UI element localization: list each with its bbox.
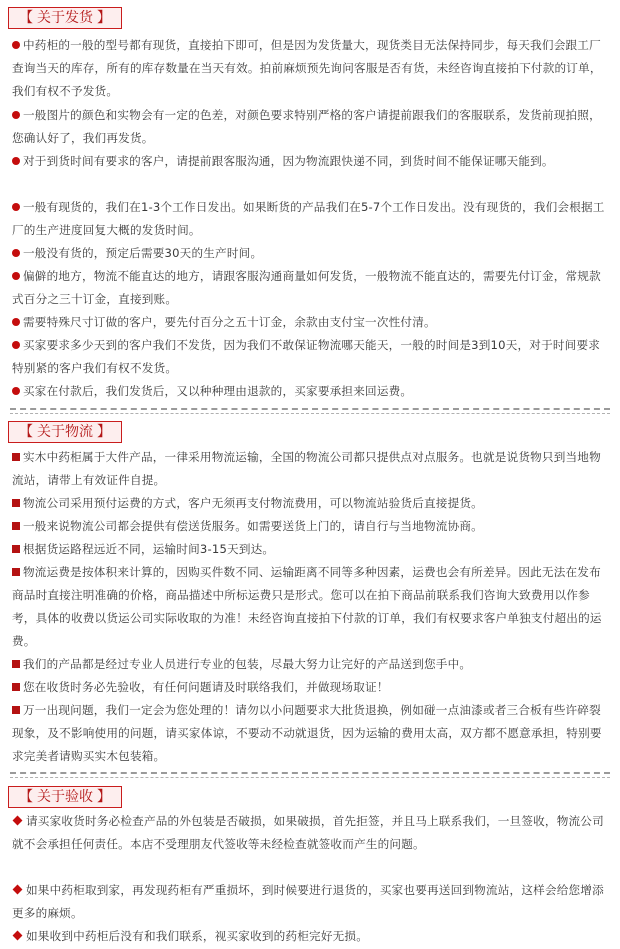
section-divider xyxy=(10,772,610,774)
bullet-dot-icon xyxy=(12,157,20,165)
bullet-square-icon xyxy=(12,453,20,461)
logistics-item-8: 万一出现问题，我们一定会为您处理的！请勿以小问题要求大批货退换，例如碰一点油漆或者三合板有些许碎裂现象，及不影响使用的问题，请买家体谅，不要动不动就退货，因为运输的费用太高，双方都不愿意承担，特别要求完美者请购买实木包装箱。 xyxy=(12,703,602,763)
shipping-item-4: 一般有现货的，我们在1-3个工作日发出。如果断货的产品我们在5-7个工作日发出。没有现货的，我们会根据工厂的生产进度回复大概的发货时间。 xyxy=(12,200,605,237)
logistics-item-3: 一般来说物流公司都会提供有偿送货服务。如需要送货上门的，请自行与当地物流协商。 xyxy=(12,515,608,538)
shipping-item-8: 买家要求多少天到的客户我们不发货，因为我们不敢保证物流哪天能天，一般的时间是3到10天，对于时间要求特别紧的客户我们有权不发货。 xyxy=(12,338,601,375)
logistics-item-1: 实木中药柜属于大件产品，一律采用物流运输，全国的物流公司都只提供点对点服务。也就是说货物只到当地物流站，请带上有效证件自提。 xyxy=(12,450,601,487)
inspection-item-2: 如果中药柜取到家，再发现药柜有严重损坏，到时候要进行退货的，买家也要再送回到物流站，这样会给您增添更多的麻烦。 xyxy=(12,883,604,920)
bullet-dot-icon xyxy=(12,203,20,211)
bullet-square-icon xyxy=(12,545,20,553)
shipping-item-6: 偏僻的地方，物流不能直达的地方，请跟客服沟通商量如何发货，一般物流不能直达的，需要先付订金，常规款式百分之三十订金，直接到账。 xyxy=(12,269,601,306)
bullet-dot-icon xyxy=(12,387,20,395)
logistics-item-5: 物流运费是按体积来计算的，因购买件数不同、运输距离不同等多种因素，运费也会有所差异。因此无法在发布商品时直接注明准确的价格，商品描述中所标运费只是形式。您可以在拍下商品前联系我们咨询大致费用以作参考，具体的收费以货运公司实际收取的为准！未经咨询直接拍下付款的订单，我们有权要求客户单独支付超出的运费。 xyxy=(12,565,602,648)
bullet-square-icon xyxy=(12,499,20,507)
bullet-square-icon xyxy=(12,706,20,714)
shipping-item-2: 一般图片的颜色和实物会有一定的色差，对颜色要求特别严格的客户请提前跟我们的客服联系，发货前现拍照，您确认好了，我们再发货。 xyxy=(12,108,601,145)
section-divider xyxy=(10,777,610,778)
shipping-item-3: 对于到货时间有要求的客户，请提前跟客服沟通，因为物流跟快递不同，到货时间不能保证哪天能到。 xyxy=(12,150,608,173)
bullet-square-icon xyxy=(12,660,20,668)
logistics-item-6: 我们的产品都是经过专业人员进行专业的包装，尽最大努力让完好的产品送到您手中。 xyxy=(12,653,608,676)
bullet-dot-icon xyxy=(12,249,20,257)
bullet-diamond-icon xyxy=(13,816,23,826)
section-heading-inspection: 【 关于验收 】 xyxy=(8,786,122,808)
inspection-item-1: 请买家收货时务必检查产品的外包装是否破损，如果破损，首先拒签，并且马上联系我们，一旦签收，物流公司就不会承担任何责任。本店不受理朋友代签收等未经检查就签收而产生的问题。 xyxy=(12,814,604,851)
logistics-item-2: 物流公司采用预付运费的方式，客户无须再支付物流费用，可以物流站验货后直接提货。 xyxy=(12,492,608,515)
bullet-square-icon xyxy=(12,568,20,576)
bullet-square-icon xyxy=(12,683,20,691)
logistics-item-4: 根据货运路程远近不同，运输时间3-15天到达。 xyxy=(12,538,608,561)
bullet-dot-icon xyxy=(12,272,20,280)
section-divider xyxy=(10,413,610,414)
shipping-item-1: 中药柜的一般的型号都有现货，直接拍下即可，但是因为发货量大，现货类目无法保持同步，每天我们会跟工厂查询当天的库存，所有的库存数量在当天有效。拍前麻烦预先询问客服是否有货，未经咨询直接拍下付款的订单，我们有权不予发货。 xyxy=(12,38,602,98)
bullet-diamond-icon xyxy=(13,931,23,941)
logistics-item-7: 您在收货时务必先验收，有任何问题请及时联络我们，并做现场取证！ xyxy=(12,676,608,699)
section-divider xyxy=(10,408,610,410)
bullet-dot-icon xyxy=(12,341,20,349)
inspection-item-3: 如果收到中药柜后没有和我们联系，视买家收到的药柜完好无损。 xyxy=(12,925,608,948)
bullet-dot-icon xyxy=(12,111,20,119)
shipping-item-7: 需要特殊尺寸订做的客户，要先付百分之五十订金，余款由支付宝一次性付清。 xyxy=(12,311,608,334)
shipping-item-9: 买家在付款后，我们发货后，又以种种理由退款的，买家要承担来回运费。 xyxy=(12,380,608,403)
section-heading-logistics: 【 关于物流 】 xyxy=(8,421,122,443)
section-heading-shipping: 【 关于发货 】 xyxy=(8,7,122,29)
bullet-diamond-icon xyxy=(13,885,23,895)
shipping-item-5: 一般没有货的，预定后需要30天的生产时间。 xyxy=(12,242,608,265)
bullet-square-icon xyxy=(12,522,20,530)
bullet-dot-icon xyxy=(12,41,20,49)
bullet-dot-icon xyxy=(12,318,20,326)
